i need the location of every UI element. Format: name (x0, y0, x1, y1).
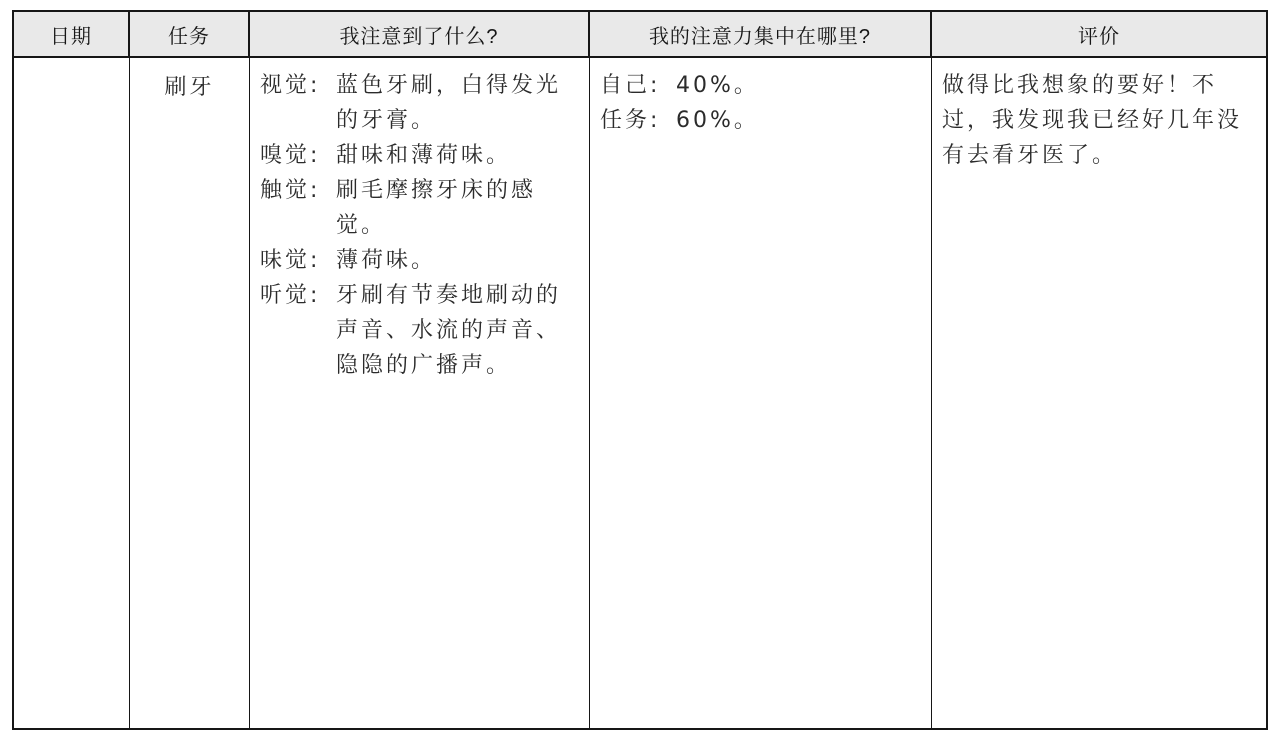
table-header-row (14, 12, 1266, 58)
cell-attention (590, 58, 932, 728)
header-date: 日期 (14, 12, 130, 56)
noticed-entry-smell (260, 138, 579, 173)
header-attention: 我的注意力集中在哪里? (590, 12, 932, 56)
cell-date (14, 58, 130, 728)
header-evaluation: 评价 (1078, 25, 1120, 48)
sense-label: 视觉: (260, 73, 321, 98)
attention-log-table (12, 10, 1268, 730)
sense-label: 嗅觉: (260, 143, 321, 168)
sense-text: 薄荷味。 (336, 248, 437, 273)
attention-label: 自己: (600, 73, 661, 98)
sense-text: 甜味和薄荷味。 (336, 143, 512, 168)
attention-value: 60%。 (676, 108, 759, 133)
attention-entry-self (600, 68, 921, 103)
sense-label: 听觉: (260, 283, 321, 308)
cell-task: 刷牙 (130, 58, 250, 728)
attention-value: 40%。 (676, 73, 759, 98)
cell-noticed (250, 58, 590, 728)
noticed-entry-hearing (260, 278, 579, 383)
noticed-entry-touch (260, 173, 579, 243)
attention-entry-task (600, 103, 921, 138)
noticed-entry-sight (260, 68, 579, 138)
sense-text: 刷毛摩擦牙床的感觉。 (336, 178, 537, 238)
table-row (14, 58, 1266, 728)
sense-label: 味觉: (260, 248, 321, 273)
sense-label: 触觉: (260, 178, 321, 203)
attention-label: 任务: (600, 108, 661, 133)
header-task: 任务 (130, 12, 250, 56)
noticed-entry-taste (260, 243, 579, 278)
header-noticed: 我注意到了什么? (250, 12, 590, 56)
evaluation-text: 做得比我想象的要好！不过，我发现我已经好几年没有去看牙医了。 (942, 73, 1243, 168)
sense-text: 蓝色牙刷，白得发光的牙膏。 (336, 73, 562, 133)
cell-evaluation (932, 58, 1266, 728)
sense-text: 牙刷有节奏地刷动的声音、水流的声音、隐隐的广播声。 (336, 283, 562, 378)
